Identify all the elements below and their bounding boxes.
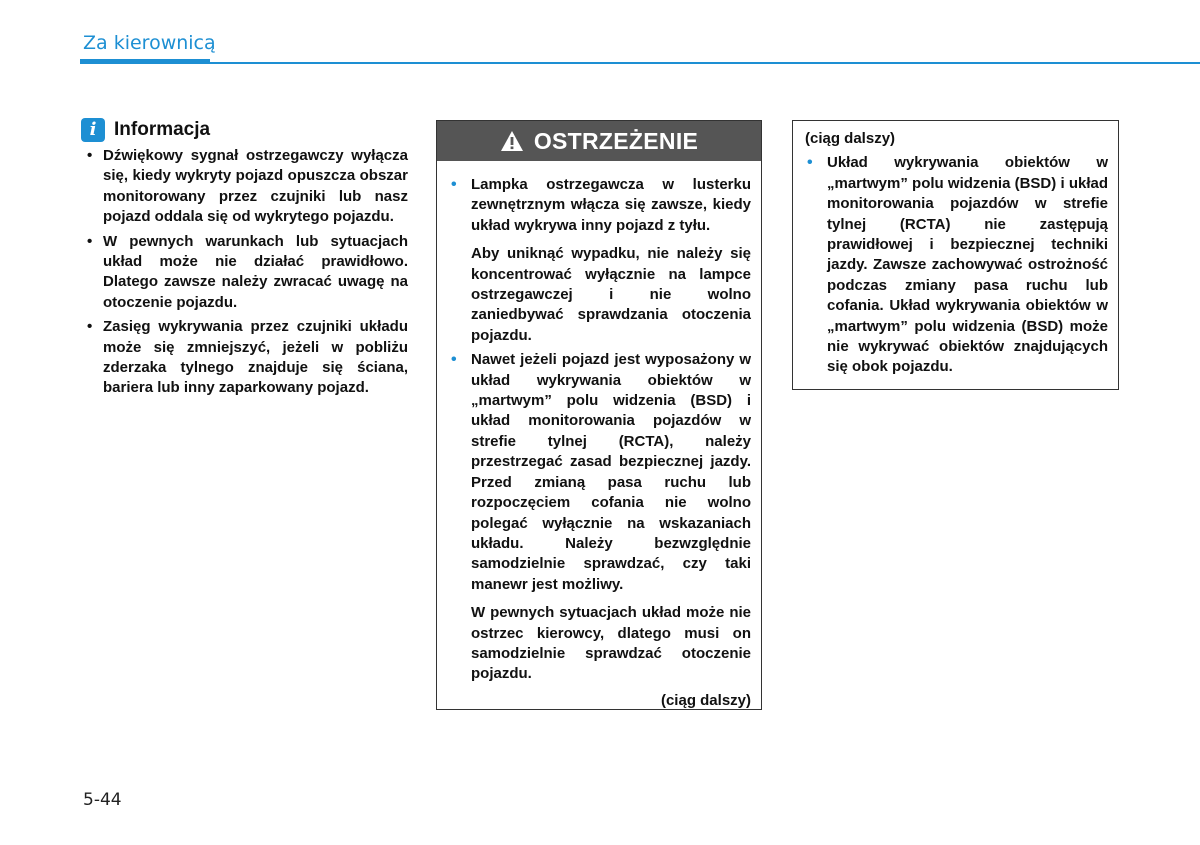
warning-bullet [449,175,751,346]
bullet-dot: • [451,176,457,193]
warning-header [437,121,761,161]
continued-box [792,120,1119,390]
bullet-dot: • [87,147,93,164]
warning-bullet [449,350,751,711]
info-icon: i [81,118,105,142]
page-number: 5-44 [83,790,122,810]
warning-box [436,120,762,710]
bullet-dot: • [87,318,93,336]
warning-text: Lampka ostrzegawcza w lusterku zewnętrznym włącza się zawsze, kiedy układ wykrywa inny pojazd z tyłu. [471,176,751,234]
info-bullet [81,317,408,399]
warning-title: OSTRZEŻENIE [533,127,699,154]
info-title: Informacja [114,118,211,140]
bullet-dot: • [451,351,457,369]
continued-text: Układ wykrywania obiektów w „martwym” polu widzenia (BSD) i układ monitorowania pojazdów w strefie tylnej (RCTA) nie zastępują prawidłowej i bezpiecznej techniki jazdy. Zawsze zachowywać ostrożność podczas zmiany pasa ruchu lub cofania. Układ wykrywania obiektów w „martwym” polu widzenia (BSD) może nie wykrywać obiektów znajdujących się obok pojazdu. [827,154,1108,376]
bullet-dot: • [807,154,813,172]
warning-subtext: W pewnych sytuacjach układ może nie ostrzec kierowcy, dlatego musi on samodzielnie sprawdzać otoczenie pojazdu. [471,604,751,683]
bullet-dot: • [87,232,93,250]
warning-subtext: Aby uniknąć wypadku, nie należy się koncentrować wyłącznie na lampce ostrzegawczej i nie wolno zaniedbywać sprawdzania otoczenia pojazdu. [471,245,751,344]
warning-text: Nawet jeżeli pojazd jest wyposażony w układ wykrywania obiektów w „martwym” polu widzenia (BSD) i układ monitorowania pojazdów w strefie tylnej (RCTA), należy przestrzegać zasad bezpiecznej jazdy. Przed zmianą pasa ruchu lub rozpoczęciem cofania nie wolno polegać wyłącznie na wskazaniach układu. Należy bezwzględnie samodzielnie sprawdzać, czy taki manewr jest możliwy. [471,351,751,593]
continued-bullet [805,153,1108,377]
info-bullet [81,232,408,314]
info-header [81,118,408,142]
info-bullet-text: Zasięg wykrywania przez czujniki układu może się zmniejszyć, jeżeli w pobliżu zderzaka tylnego znajduje się ściana, bariera lub inny zaparkowany pojazd. [103,318,408,397]
continued-label: (ciąg dalszy) [660,691,751,709]
info-section [81,118,408,399]
warning-triangle-icon [500,130,524,152]
info-bullet-text: Dźwiękowy sygnał ostrzegawczy wyłącza się, kiedy wykryty pojazd opuszcza obszar monitorowany przez czujniki lub nasz pojazd oddala się od wykrytego pojazdu. [103,147,408,226]
info-bullet-text: W pewnych warunkach lub sytuacjach układ może nie działać prawidłowo. Dlatego zawsze należy zwracać uwagę na otoczenie pojazdu. [103,232,408,311]
section-title: Za kierownicą [83,32,216,54]
header-rule [80,62,1200,64]
info-bullet [81,146,408,228]
continued-heading: (ciąg dalszy) [805,130,896,147]
warning-body [437,161,761,711]
